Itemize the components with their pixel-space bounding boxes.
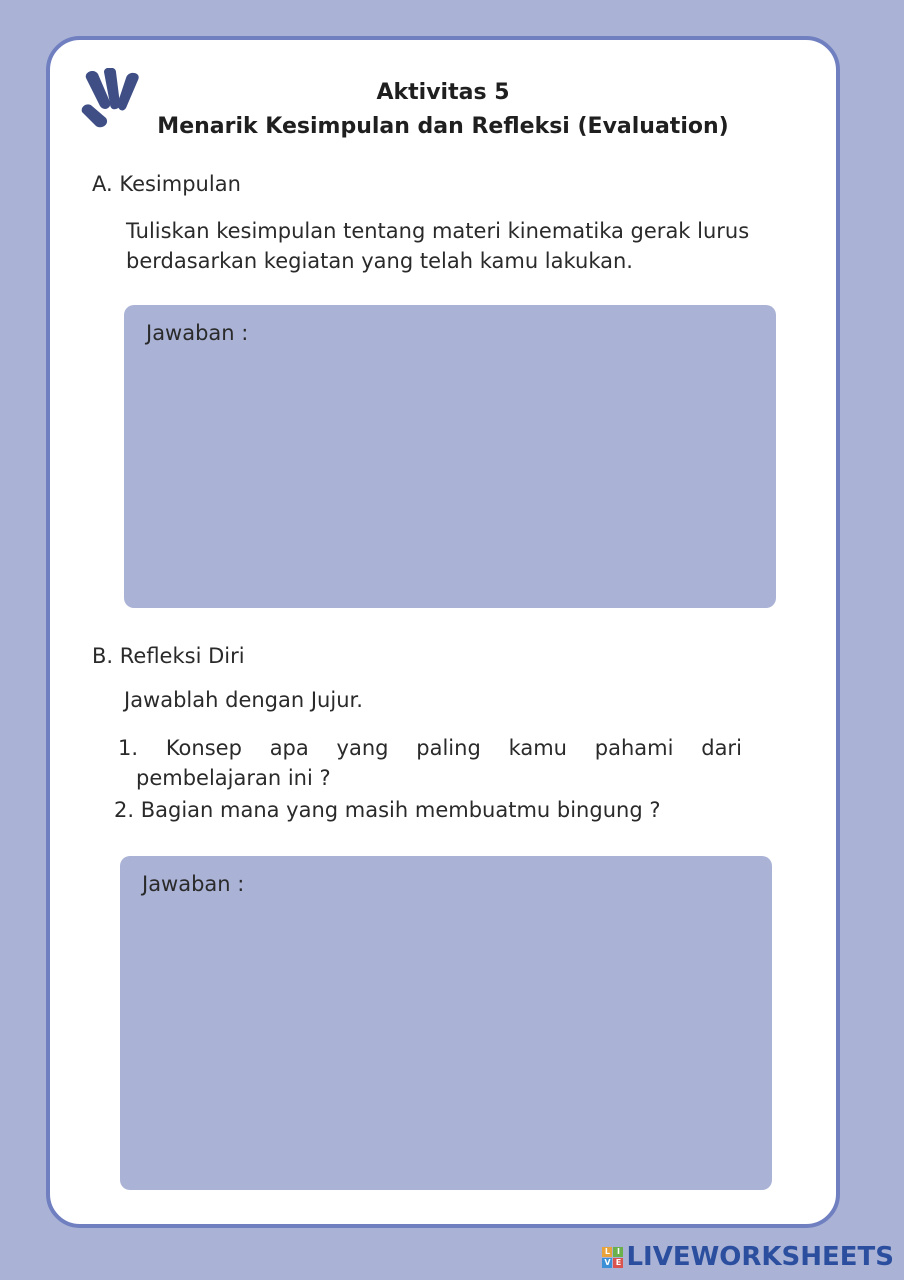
- brand-name: LIVEWORKSHEETS: [626, 1242, 894, 1272]
- q1-word: Konsep: [165, 736, 242, 760]
- q1-word: pahami: [594, 736, 674, 760]
- section-b-heading: B. Refleksi Diri: [92, 644, 245, 668]
- section-b-intro: Jawablah dengan Jujur.: [124, 688, 363, 712]
- activity-title: Aktivitas 5: [376, 80, 510, 105]
- answer-label-a: Jawaban :: [146, 321, 249, 345]
- logo-letter: V: [604, 1257, 611, 1267]
- answer-box-b[interactable]: [120, 856, 772, 1190]
- q1-word: dari: [701, 736, 742, 760]
- logo-letter: E: [613, 1258, 623, 1268]
- q1-word: yang: [336, 736, 389, 760]
- section-a-instruction: [126, 216, 786, 276]
- instruction-line-1: Tuliskan kesimpulan tentang materi kinematika gerak lurus: [126, 219, 750, 243]
- section-a-heading: A. Kesimpulan: [92, 172, 241, 196]
- liveworksheets-footer[interactable]: [602, 1242, 894, 1272]
- q1-word: paling: [416, 736, 481, 760]
- activity-subtitle: Menarik Kesimpulan dan Refleksi (Evaluation): [157, 114, 729, 139]
- logo-letter: I: [613, 1247, 623, 1257]
- q1-word: 1.: [118, 736, 139, 760]
- liveworksheets-logo-icon: [602, 1247, 623, 1268]
- answer-label-b: Jawaban :: [142, 872, 245, 896]
- question-1: [118, 736, 742, 760]
- question-2: 2. Bagian mana yang masih membuatmu bingung ?: [114, 798, 661, 822]
- worksheet-card: [46, 36, 840, 1228]
- answer-box-a[interactable]: [124, 305, 776, 608]
- instruction-line-2: berdasarkan kegiatan yang telah kamu lakukan.: [126, 249, 633, 273]
- logo-letter: L: [602, 1247, 612, 1257]
- q1-word: apa: [269, 736, 309, 760]
- q1-word: kamu: [508, 736, 567, 760]
- question-1-continuation: pembelajaran ini ?: [136, 766, 331, 790]
